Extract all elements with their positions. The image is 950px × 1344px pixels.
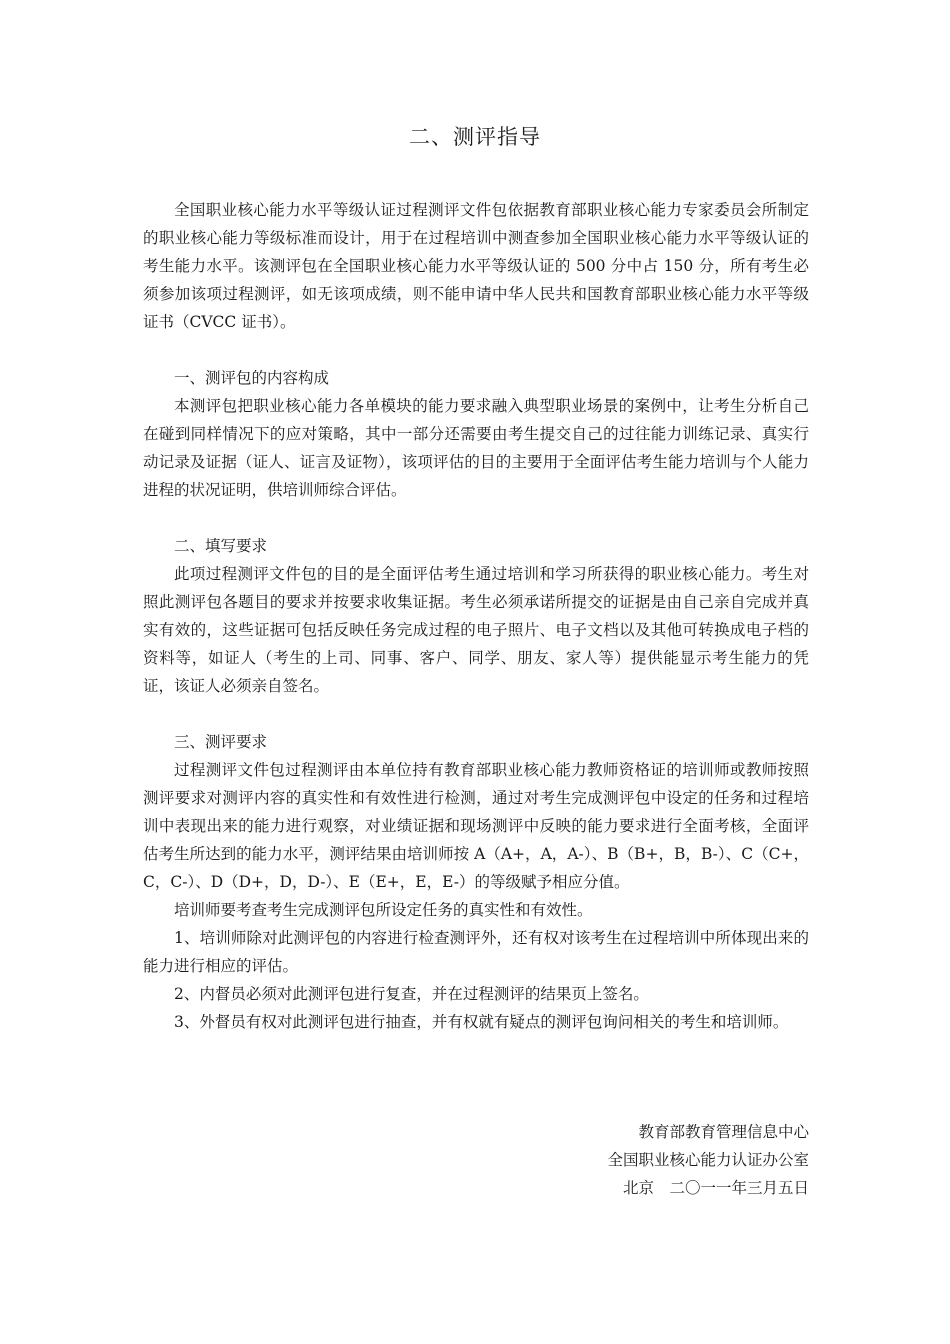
intro-paragraph: 全国职业核心能力水平等级认证过程测评文件包依据教育部职业核心能力专家委员会所制定的职业核心能力等级标准而设计，用于在过程培训中测查参加全国职业核心能力水平等级认证的考生能力水平。该测评包在全国职业核心能力水平等级认证的 500 分中占 150 分，所有考生必须参加该项过程测评，如无该项成绩，则不能申请中华人民共和国教育部职业核心能力水平等级证书（CVCC 证书）。 bbox=[143, 201, 809, 331]
section-heading-requirements: 二、填写要求 bbox=[174, 537, 268, 555]
signature-block bbox=[400, 1118, 809, 1202]
page-title: 二、测评指导 bbox=[409, 125, 541, 149]
list-item: 1、培训师除对此测评包的内容进行检查测评外，还有权对该考生在过程培训中所体现出来的能力进行相应的评估。 bbox=[143, 929, 809, 975]
signature-place-date: 北京 二〇一一年三月五日 bbox=[622, 1179, 809, 1197]
list-item: 2、内督员必须对此测评包进行复查，并在过程测评的结果页上签名。 bbox=[174, 985, 649, 1003]
signature-org-2: 全国职业核心能力认证办公室 bbox=[607, 1151, 809, 1169]
section-paragraph: 过程测评文件包过程测评由本单位持有教育部职业核心能力教师资格证的培训师或教师按照测评要求对测评内容的真实性和有效性进行检测，通过对考生完成测评包中设定的任务和过程培训中表现出来的能力进行观察，对业绩证据和现场测评中反映的能力要求进行全面考核，全面评估考生所达到的能力水平，测评结果由培训师按 A（A+，A，A-）、B（B+，B，B-）、C（C+，C，C-）、D（D+，D，D-）、E（E+，E，E-）的等级赋予相应分值。 bbox=[143, 761, 809, 891]
section-heading-assessment: 三、测评要求 bbox=[174, 733, 268, 751]
section-paragraph: 培训师要考查考生完成测评包所设定任务的真实性和有效性。 bbox=[174, 901, 593, 919]
section-heading-content: 一、测评包的内容构成 bbox=[174, 369, 330, 387]
section-paragraph: 此项过程测评文件包的目的是全面评估考生通过培训和学习所获得的职业核心能力。考生对照此测评包各题目的要求并按要求收集证据。考生必须承诺所提交的证据是由自己亲自完成并真实有效的，这些证据可包括反映任务完成过程的电子照片、电子文档以及其他可转换成电子档的资料等，如证人（考生的上司、同事、客户、同学、朋友、家人等）提供能显示考生能力的凭证，该证人必须亲自签名。 bbox=[143, 565, 809, 695]
signature-org-1: 教育部教育管理信息中心 bbox=[638, 1123, 809, 1141]
section-paragraph: 本测评包把职业核心能力各单模块的能力要求融入典型职业场景的案例中，让考生分析自己在碰到同样情况下的应对策略，其中一部分还需要由考生提交自己的过往能力训练记录、真实行动记录及证据（证人、证言及证物），该项评估的目的主要用于全面评估考生能力培训与个人能力进程的状况证明，供培训师综合评估。 bbox=[143, 397, 809, 499]
list-item: 3、外督员有权对此测评包进行抽查，并有权就有疑点的测评包询问相关的考生和培训师。 bbox=[174, 1013, 789, 1031]
document-body bbox=[143, 196, 809, 1036]
